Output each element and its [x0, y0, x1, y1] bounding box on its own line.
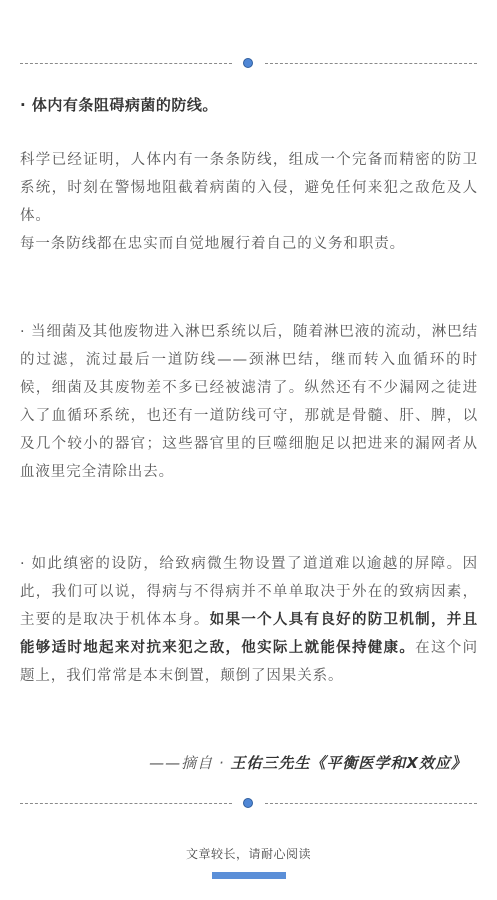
- top-divider: [20, 58, 477, 70]
- attribution-source: 王佑三先生《平衡医学和X效应》: [230, 754, 467, 772]
- paragraph-1-text: 科学已经证明，人体内有一条条防线，组成一个完备而精密的防卫系统，时刻在警惕地阻截着病菌的入侵，避免任何来犯之敌危及人体。: [20, 152, 478, 224]
- divider-dash-left: [20, 63, 232, 64]
- attribution: [149, 752, 467, 773]
- divider-dash-right: [265, 803, 477, 804]
- paragraph-3-end: 在这个问题上，我们常常是本末倒置，颠倒了因果关系。: [20, 640, 478, 684]
- bottom-divider: [20, 798, 477, 810]
- divider-dash-left: [20, 803, 232, 804]
- paragraph-3: [20, 550, 478, 690]
- divider-dash-right: [265, 63, 477, 64]
- paragraph-2: · 当细菌及其他废物进入淋巴系统以后，随着淋巴液的流动，淋巴结的过滤，流过最后一道防线——颈淋巴结，继而转入血循环的时候，细菌及其废物差不多已经被滤清了。纵然还有不少漏网之徒进入了血循环系统，也还有一道防线可守，那就是骨髓、肝、脾，以及几个较小的器官；这些器官里的巨噬细胞足以把进来的漏网者从血液里完全清除出去。: [20, 324, 478, 480]
- footer-note: 文章较长，请耐心阅读: [185, 847, 311, 861]
- paragraph-3-start: · 如此缜密的设防，给致病微生物设置了道道难以逾越的屏障。因此，我们可以说，得病与不得病并不单单取决于外在的致病因素，主要的是取决于机体本身。: [20, 556, 478, 628]
- paragraph-1: [20, 146, 478, 258]
- paragraph-3-bold: 如果一个人具有良好的防卫机制，并且能够适时地起来对抗来犯之敌，他实际上就能保持健康。: [20, 612, 478, 656]
- divider-dot-icon: [243, 798, 253, 808]
- footer-accent-bar: [212, 872, 286, 879]
- section-heading: · 体内有条阻碍病菌的防线。: [20, 96, 218, 114]
- attribution-prefix: ——摘自 ·: [149, 754, 231, 772]
- paragraph-1-duty: 每一条防线都在忠实而自觉地履行着自己的义务和职责。: [20, 236, 405, 252]
- divider-dot-icon: [243, 58, 253, 68]
